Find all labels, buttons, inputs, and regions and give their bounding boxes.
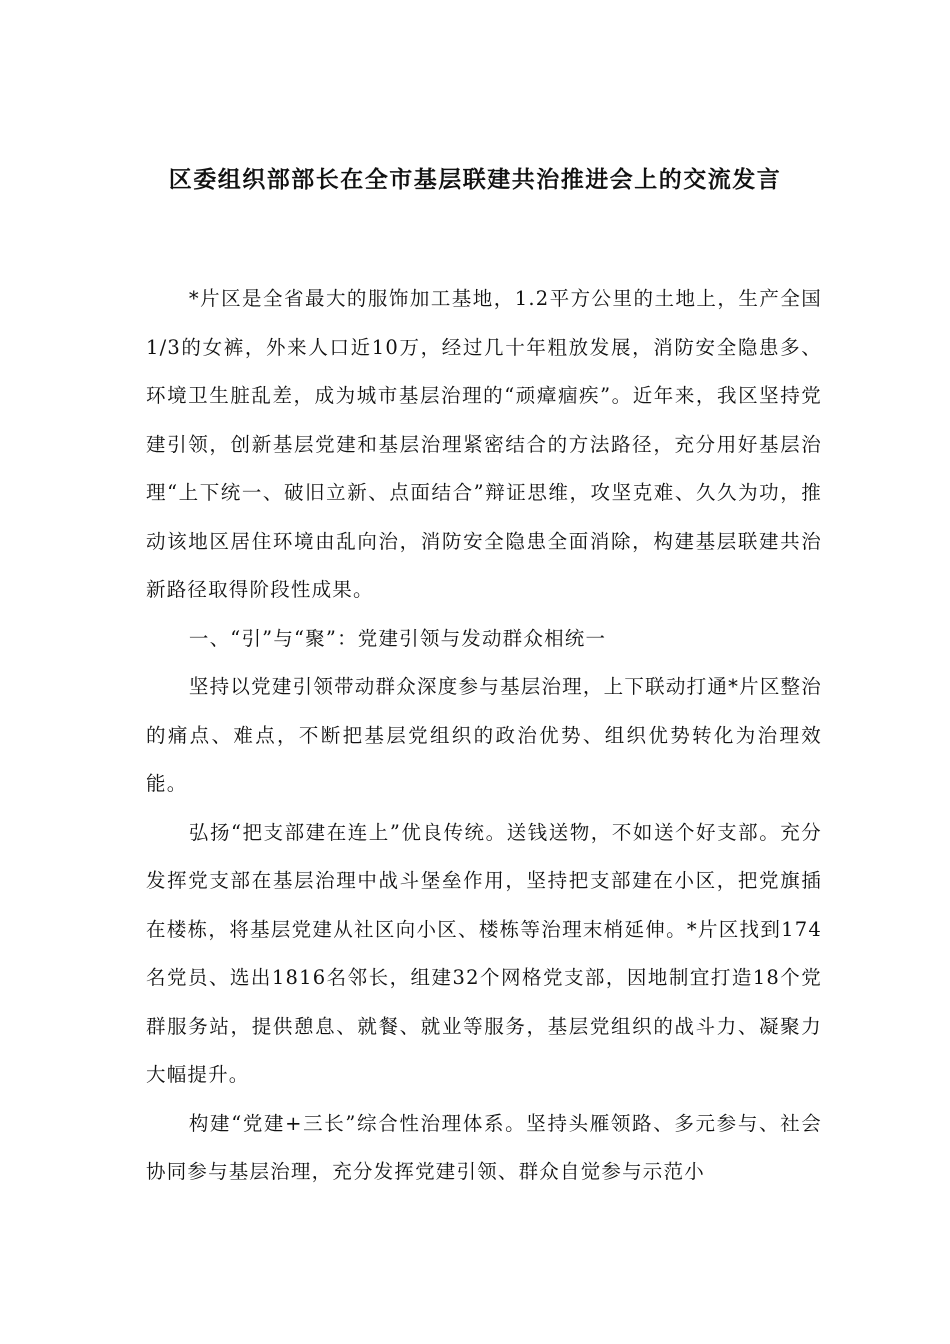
section-heading-1: 一、“引”与“聚”：党建引领与发动群众相统一 (188, 626, 607, 650)
paragraph-governance-system: 构建“党建+三长”综合性治理体系。坚持头雁领路、多元参与、社会协同参与基层治理，充分发挥党建引领、群众自觉参与示范小 (146, 1111, 822, 1183)
document-body (146, 275, 822, 1197)
paragraph-intro: *片区是全省最大的服饰加工基地，1.2平方公里的土地上，生产全国1/3的女裤，外来人口近10万，经过几十年粗放发展，消防安全隐患多、环境卫生脏乱差，成为城市基层治理的“顽瘴痼疾”。近年来，我区坚持党建引领，创新基层党建和基层治理紧密结合的方法路径，充分用好基层治理“上下统一、破旧立新、点面结合”辩证思维，攻坚克难、久久为功，推动该地区居住环境由乱向治，消防安全隐患全面消除，构建基层联建共治新路径取得阶段性成果。 (146, 287, 822, 601)
document-title: 区委组织部部长在全市基层联建共治推进会上的交流发言 (168, 167, 782, 193)
paragraph-section-1-summary: 坚持以党建引领带动群众深度参与基层治理，上下联动打通*片区整治的痛点、难点，不断把基层党组织的政治优势、组织优势转化为治理效能。 (146, 675, 822, 795)
paragraph-branch-tradition: 弘扬“把支部建在连上”优良传统。送钱送物，不如送个好支部。充分发挥党支部在基层治理中战斗堡垒作用，坚持把支部建在小区，把党旗插在楼栋，将基层党建从社区向小区、楼栋等治理末梢延伸。*片区找到174名党员、选出1816名邻长，组建32个网格党支部，因地制宜打造18个党群服务站，提供憩息、就餐、就业等服务，基层党组织的战斗力、凝聚力大幅提升。 (146, 820, 822, 1086)
